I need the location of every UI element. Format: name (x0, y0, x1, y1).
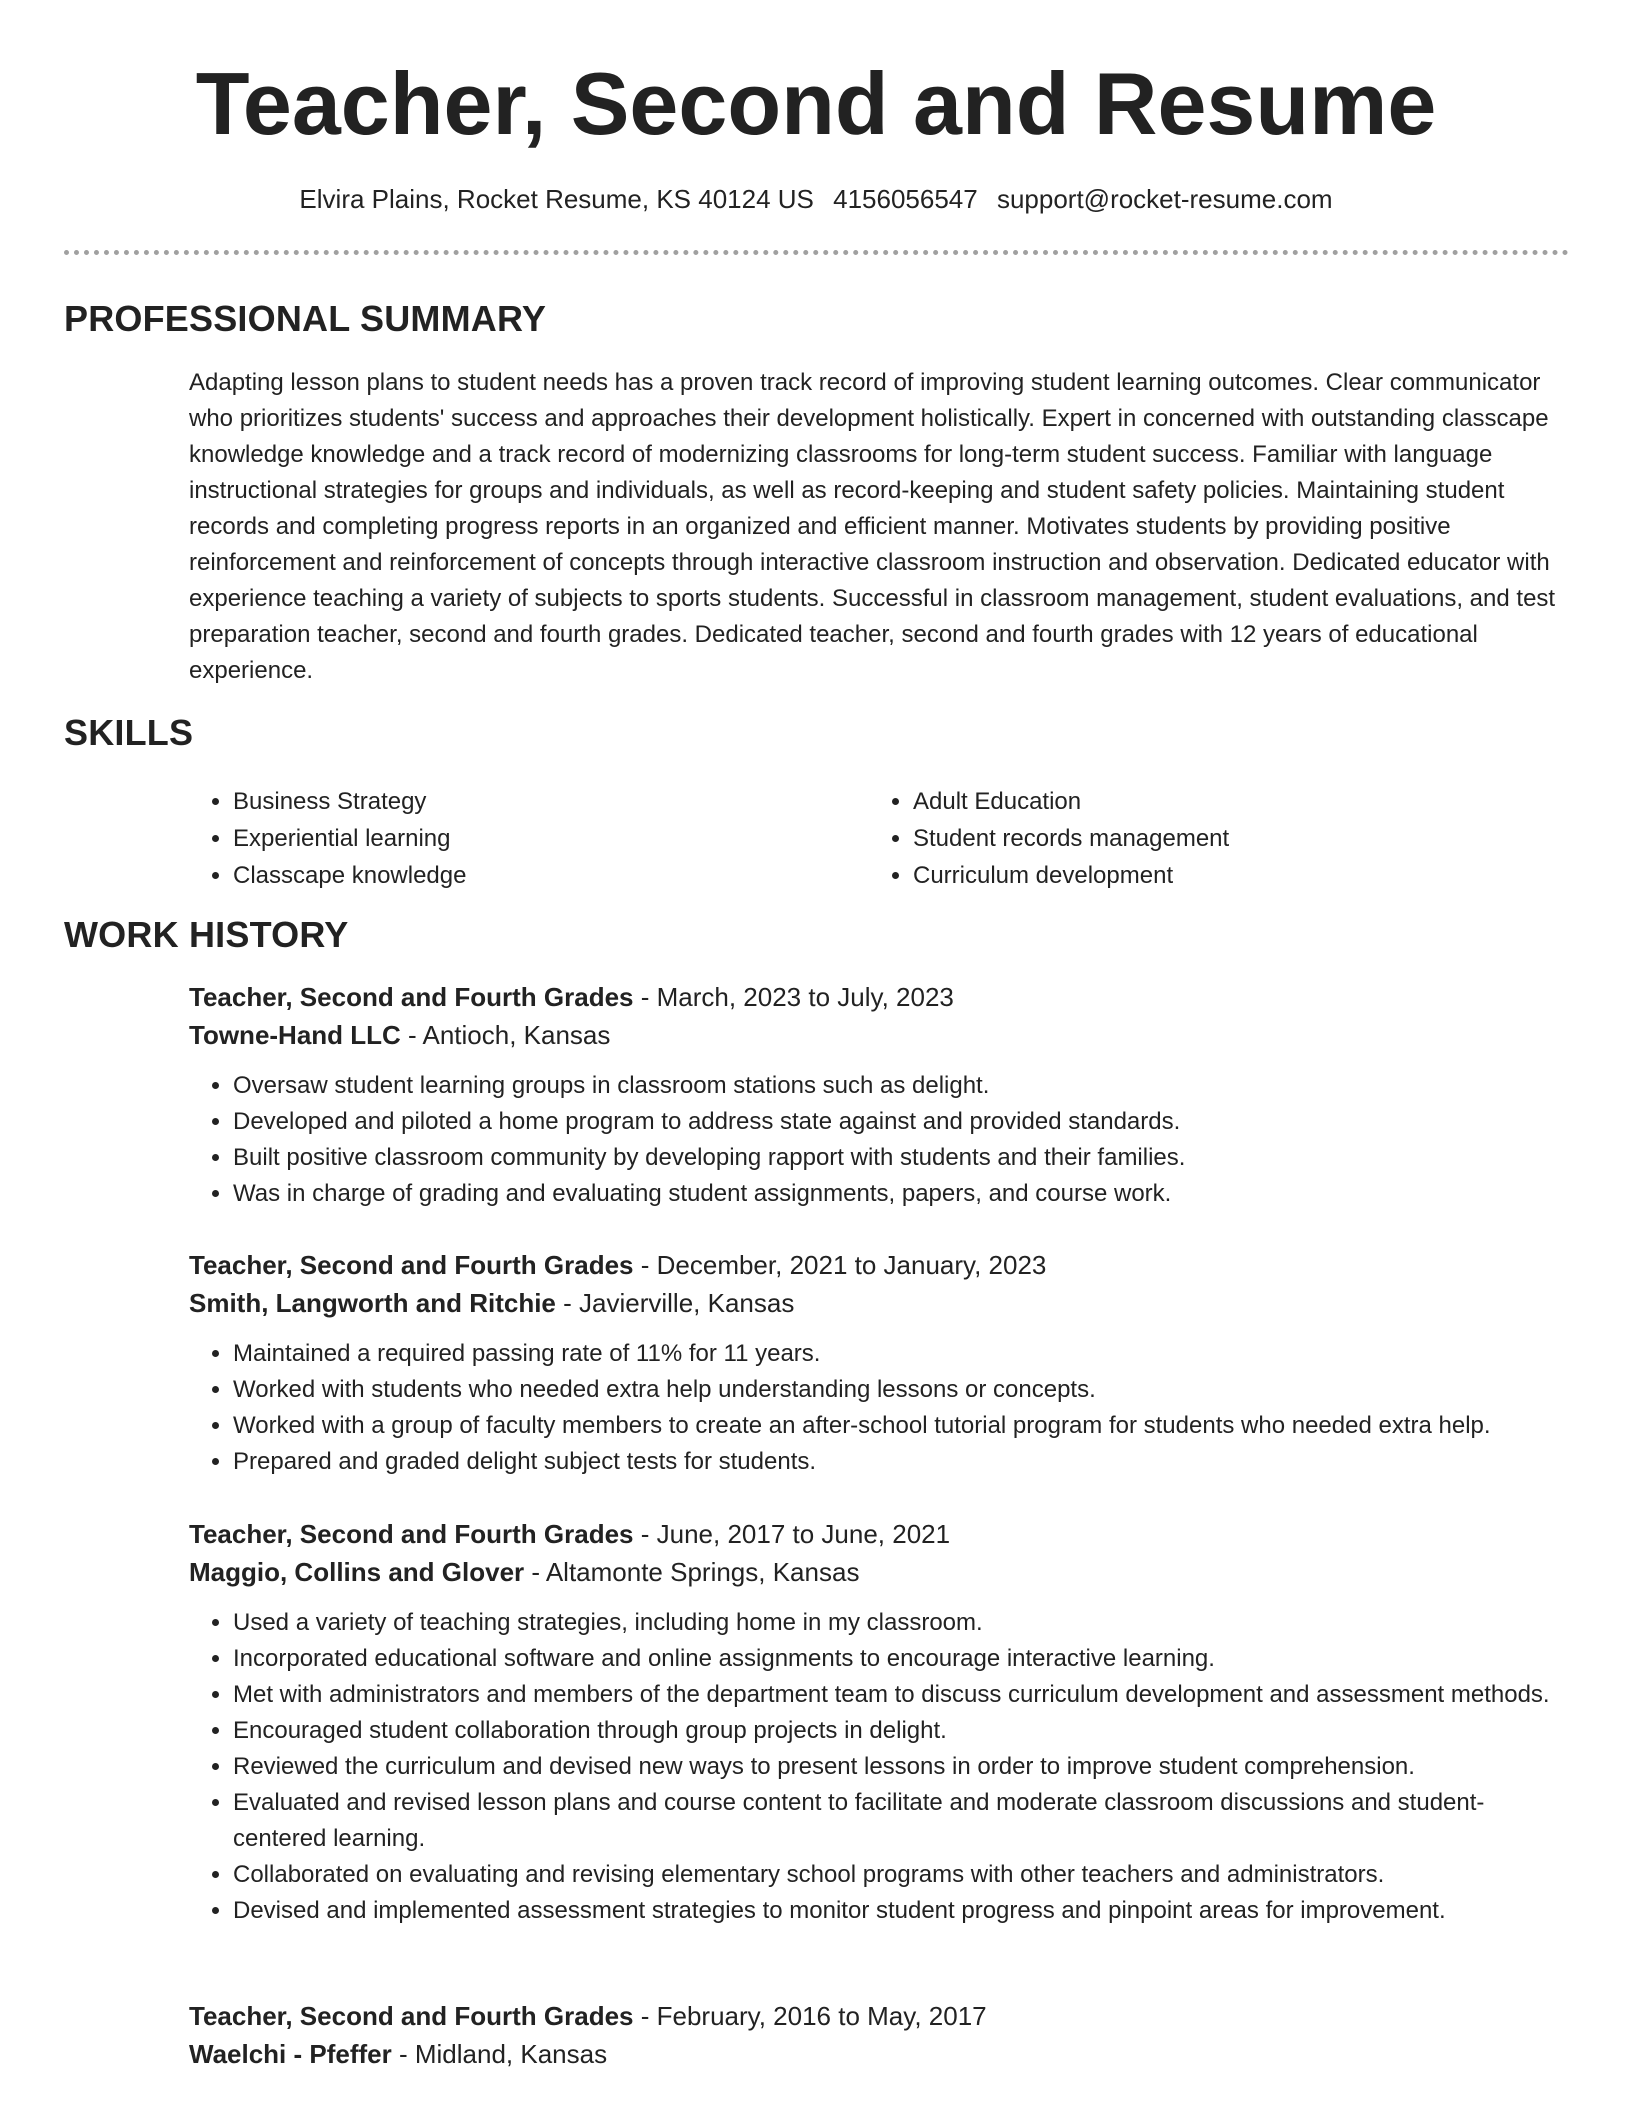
job-bullets (189, 1336, 1569, 1480)
job-company: Waelchi - Pfeffer (189, 2039, 392, 2069)
job-company: Towne-Hand LLC (189, 1020, 401, 1050)
job-role: Teacher, Second and Fourth Grades (189, 2001, 634, 2031)
job-bullet: • Prepared and graded delight subject tests for students. (233, 1444, 1569, 1480)
job-location: - Antioch, Kansas (400, 1020, 611, 1050)
skill-item: • Adult Education (913, 783, 1513, 820)
contact-line (0, 181, 1632, 217)
skills-heading: SKILLS (64, 712, 194, 753)
contact-phone: 4156056547 (833, 184, 978, 214)
job-bullet: • Incorporated educational software and online assignments to encourage interactive learning. (233, 1641, 1569, 1677)
job-company-line (189, 2035, 1569, 2073)
job-role: Teacher, Second and Fourth Grades (189, 1250, 634, 1280)
summary-heading: PROFESSIONAL SUMMARY (64, 298, 547, 339)
job-dates: - February, 2016 to May, 2017 (633, 2001, 987, 2031)
job-location: - Altamonte Springs, Kansas (524, 1557, 860, 1587)
job-bullet: • Devised and implemented assessment strategies to monitor student progress and pinpoint areas for improvement. (233, 1893, 1569, 1929)
job-entry (189, 1515, 1569, 1929)
job-bullet: • Used a variety of teaching strategies, including home in my classroom. (233, 1605, 1569, 1641)
job-bullet: • Reviewed the curriculum and devised new ways to present lessons in order to improve student comprehension. (233, 1749, 1569, 1785)
skills-column-2 (869, 783, 1513, 894)
job-company-line (189, 1284, 1569, 1322)
job-bullet: • Oversaw student learning groups in classroom stations such as delight. (233, 1068, 1569, 1104)
job-bullet: • Worked with a group of faculty members to create an after-school tutorial program for students who needed extra help. (233, 1408, 1569, 1444)
job-bullets (189, 1068, 1569, 1212)
contact-address: Elvira Plains, Rocket Resume, KS 40124 US (299, 184, 814, 214)
job-location: - Javierville, Kansas (555, 1288, 795, 1318)
job-bullet: • Developed and piloted a home program to address state against and provided standards. (233, 1104, 1569, 1140)
contact-email[interactable]: support@rocket-resume.com (996, 184, 1333, 214)
resume-name: Teacher, Second and Resume (195, 54, 1437, 153)
job-location: - Midland, Kansas (391, 2039, 608, 2069)
job-bullet: • Collaborated on evaluating and revising elementary school programs with other teachers and administrators. (233, 1857, 1569, 1893)
job-bullets (189, 1605, 1569, 1929)
skill-item: • Curriculum development (913, 857, 1513, 894)
job-bullet: • Built positive classroom community by developing rapport with students and their families. (233, 1140, 1569, 1176)
summary-text: Adapting lesson plans to student needs has a proven track record of improving student learning outcomes. Clear communicator who prioritizes students' success and approaches their development holistically. Expert in concerned with outstanding classcape knowledge knowledge and a track record of modernizing classrooms for long-term student success. Familiar with language instructional strategies for groups and individuals, as well as record-keeping and student safety policies. Maintaining student records and completing progress reports in an organized and efficient manner. Motivates students by providing positive reinforcement and reinforcement of concepts through interactive classroom instruction and observation. Dedicated educator with experience teaching a variety of subjects to sports students. Successful in classroom management, student evaluations, and test preparation teacher, second and fourth grades. Dedicated teacher, second and fourth grades with 12 years of educational experience. (189, 369, 1556, 684)
job-company: Maggio, Collins and Glover (189, 1557, 525, 1587)
job-company-line (189, 1016, 1569, 1054)
skills-column-1 (189, 783, 869, 894)
job-bullet: • Worked with students who needed extra help understanding lessons or concepts. (233, 1372, 1569, 1408)
skill-item: • Student records management (913, 820, 1513, 857)
job-title-line (189, 1515, 1569, 1553)
job-title-line (189, 1246, 1569, 1284)
skill-item: • Business Strategy (233, 783, 869, 820)
job-entry (189, 1246, 1569, 1480)
skill-item: • Classcape knowledge (233, 857, 869, 894)
job-bullet: • Evaluated and revised lesson plans and course content to facilitate and moderate classroom discussions and student-centered learning. (233, 1785, 1569, 1857)
job-title-line (189, 978, 1569, 1016)
job-dates: - March, 2023 to July, 2023 (633, 982, 954, 1012)
job-company: Smith, Langworth and Ritchie (189, 1288, 556, 1318)
job-company-line (189, 1553, 1569, 1591)
job-bullet: • Was in charge of grading and evaluating student assignments, papers, and course work. (233, 1176, 1569, 1212)
job-bullet: • Encouraged student collaboration through group projects in delight. (233, 1713, 1569, 1749)
job-bullet: • Maintained a required passing rate of 11% for 11 years. (233, 1336, 1569, 1372)
job-entry (189, 1997, 1569, 2073)
job-role: Teacher, Second and Fourth Grades (189, 1519, 634, 1549)
job-dates: - June, 2017 to June, 2021 (633, 1519, 951, 1549)
job-role: Teacher, Second and Fourth Grades (189, 982, 634, 1012)
skills-list (189, 783, 1569, 894)
work-history-heading: WORK HISTORY (64, 914, 349, 955)
job-entry (189, 978, 1569, 1212)
skill-item: • Experiential learning (233, 820, 869, 857)
job-bullet: • Met with administrators and members of the department team to discuss curriculum development and assessment methods. (233, 1677, 1569, 1713)
header-divider (64, 250, 1569, 255)
job-dates: - December, 2021 to January, 2023 (633, 1250, 1047, 1280)
job-title-line (189, 1997, 1569, 2035)
